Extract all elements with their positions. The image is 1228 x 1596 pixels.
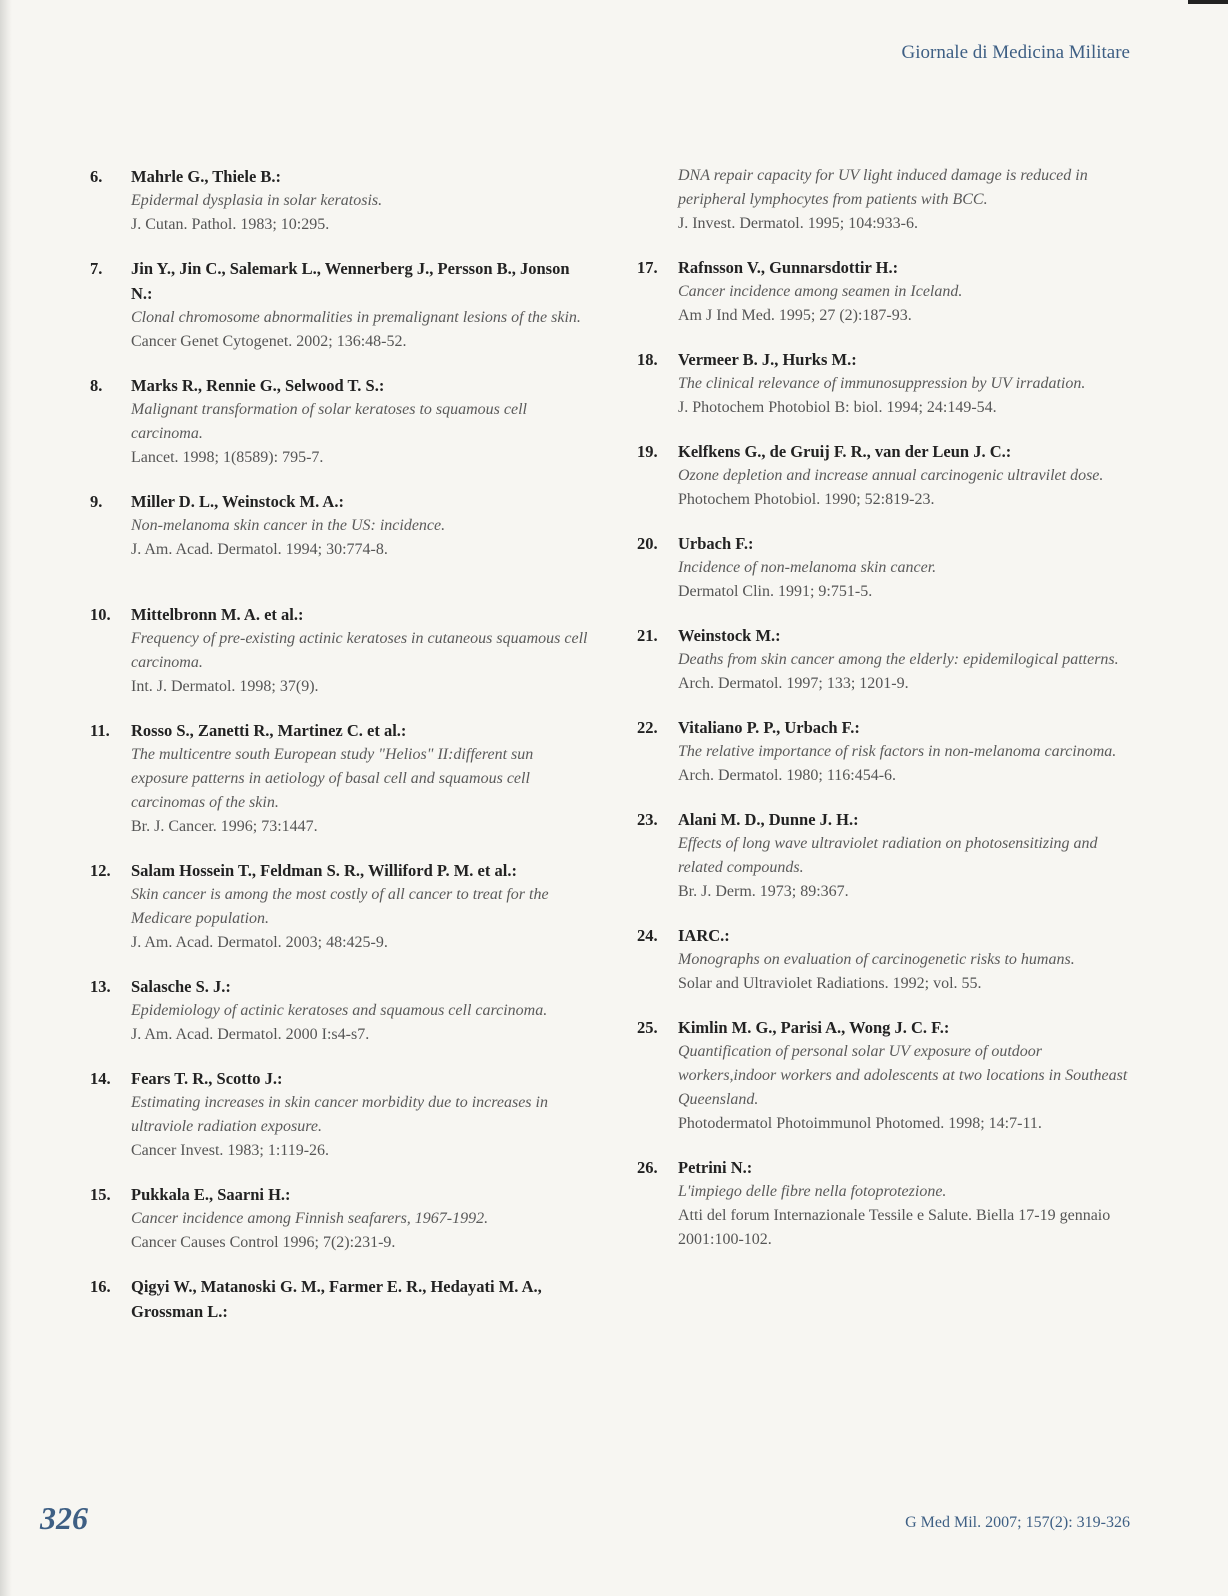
reference-25 — [637, 1015, 1137, 1136]
reference-16-continued — [637, 164, 1137, 236]
ref-number: 20. — [637, 534, 658, 553]
page-binding-edge — [0, 0, 12, 1596]
ref-number: 17. — [637, 258, 658, 277]
ref-source: J. Cutan. Pathol. 1983; 10:295. — [131, 216, 330, 233]
ref-number: 14. — [90, 1069, 111, 1088]
ref-authors: Rosso S., Zanetti R., Martinez C. et al.: — [131, 721, 407, 740]
ref-source: Br. J. Derm. 1973; 89:367. — [678, 883, 849, 900]
ref-source: Cancer Genet Cytogenet. 2002; 136:48-52. — [131, 333, 407, 350]
ref-number: 26. — [637, 1158, 658, 1177]
ref-number: 9. — [90, 492, 103, 511]
ref-number: 7. — [90, 259, 103, 278]
ref-title: Ozone depletion and increase annual carcinogenic ultravilet dose. — [678, 467, 1104, 484]
ref-authors: Mahrle G., Thiele B.: — [131, 167, 282, 186]
ref-authors: Weinstock M.: — [678, 626, 781, 645]
ref-title: The relative importance of risk factors in non-melanoma carcinoma. — [678, 743, 1117, 760]
ref-number: 11. — [90, 721, 110, 740]
ref-title: Non-melanoma skin cancer in the US: incidence. — [131, 517, 446, 534]
ref-authors: Kimlin M. G., Parisi A., Wong J. C. F.: — [678, 1018, 950, 1037]
ref-source: Cancer Causes Control 1996; 7(2):231-9. — [131, 1234, 396, 1251]
ref-source: Lancet. 1998; 1(8589): 795-7. — [131, 449, 324, 466]
ref-title: Deaths from skin cancer among the elderly: epidemilogical patterns. — [678, 651, 1119, 668]
ref-source: J. Am. Acad. Dermatol. 2000 I:s4-s7. — [131, 1026, 370, 1043]
reference-12 — [90, 858, 590, 955]
footer-citation: G Med Mil. 2007; 157(2): 319-326 — [905, 1514, 1130, 1531]
ref-authors: Alani M. D., Dunne J. H.: — [678, 810, 859, 829]
ref-source: J. Am. Acad. Dermatol. 1994; 30:774-8. — [131, 541, 388, 558]
ref-source: J. Am. Acad. Dermatol. 2003; 48:425-9. — [131, 934, 388, 951]
ref-title: Estimating increases in skin cancer morbidity due to increases in ultraviole radiation exposure. — [131, 1094, 548, 1135]
ref-source: Cancer Invest. 1983; 1:119-26. — [131, 1142, 330, 1159]
ref-title: Skin cancer is among the most costly of all cancer to treat for the Medicare population. — [131, 886, 549, 927]
ref-number: 6. — [90, 167, 103, 186]
reference-21 — [637, 623, 1137, 696]
reference-6 — [90, 164, 590, 237]
ref-authors: Miller D. L., Weinstock M. A.: — [131, 492, 344, 511]
ref-source: Br. J. Cancer. 1996; 73:1447. — [131, 818, 318, 835]
reference-19 — [637, 439, 1137, 512]
ref-source: Photodermatol Photoimmunol Photomed. 1998; 14:7-11. — [678, 1115, 1042, 1132]
references-left-column — [90, 164, 590, 1324]
ref-title: Cancer incidence among Finnish seafarers, 1967-1992. — [131, 1210, 489, 1227]
reference-7 — [90, 256, 590, 354]
ref-number: 12. — [90, 861, 111, 880]
ref-authors: Petrini N.: — [678, 1158, 753, 1177]
ref-authors: IARC.: — [678, 926, 730, 945]
ref-number: 24. — [637, 926, 658, 945]
ref-source: Dermatol Clin. 1991; 9:751-5. — [678, 583, 873, 600]
ref-title: DNA repair capacity for UV light induced damage is reduced in peripheral lymphocytes from patients with BCC. — [678, 167, 1088, 208]
ref-authors: Kelfkens G., de Gruij F. R., van der Leun J. C.: — [678, 442, 1012, 461]
ref-source: Am J Ind Med. 1995; 27 (2):187-93. — [678, 307, 912, 324]
ref-number: 8. — [90, 376, 103, 395]
ref-number: 22. — [637, 718, 658, 737]
ref-authors: Salam Hossein T., Feldman S. R., Williford P. M. et al.: — [131, 861, 517, 880]
ref-authors: Jin Y., Jin C., Salemark L., Wennerberg J., Persson B., Jonson N.: — [131, 259, 570, 303]
ref-number: 25. — [637, 1018, 658, 1037]
reference-11 — [90, 718, 590, 839]
references-right-column — [637, 164, 1137, 1252]
ref-authors: Vermeer B. J., Hurks M.: — [678, 350, 857, 369]
ref-source: Solar and Ultraviolet Radiations. 1992; vol. 55. — [678, 975, 982, 992]
ref-source: Photochem Photobiol. 1990; 52:819-23. — [678, 491, 935, 508]
ref-authors: Urbach F.: — [678, 534, 754, 553]
ref-authors: Salasche S. J.: — [131, 977, 231, 996]
reference-23 — [637, 807, 1137, 904]
ref-title: Malignant transformation of solar keratoses to squamous cell carcinoma. — [131, 401, 527, 442]
ref-authors: Marks R., Rennie G., Selwood T. S.: — [131, 376, 385, 395]
reference-20 — [637, 531, 1137, 604]
ref-authors: Fears T. R., Scotto J.: — [131, 1069, 283, 1088]
ref-title: Incidence of non-melanoma skin cancer. — [678, 559, 937, 576]
ref-title: The clinical relevance of immunosuppression by UV irradation. — [678, 375, 1086, 392]
ref-number: 23. — [637, 810, 658, 829]
ref-title: Epidermal dysplasia in solar keratosis. — [131, 192, 383, 209]
ref-source: Arch. Dermatol. 1980; 116:454-6. — [678, 767, 897, 784]
ref-source: J. Photochem Photobiol B: biol. 1994; 24:149-54. — [678, 399, 997, 416]
journal-title: Giornale di Medicina Militare — [901, 42, 1130, 63]
ref-number: 21. — [637, 626, 658, 645]
reference-22 — [637, 715, 1137, 788]
ref-authors: Rafnsson V., Gunnarsdottir H.: — [678, 258, 899, 277]
ref-source: Int. J. Dermatol. 1998; 37(9). — [131, 678, 319, 695]
ref-title: Cancer incidence among seamen in Iceland. — [678, 283, 963, 300]
ref-number: 18. — [637, 350, 658, 369]
reference-15 — [90, 1182, 590, 1255]
ref-source: Atti del forum Internazionale Tessile e Salute. Biella 17-19 gennaio 2001:100-102. — [678, 1207, 1111, 1248]
reference-8 — [90, 373, 590, 470]
reference-9 — [90, 489, 590, 562]
ref-source: J. Invest. Dermatol. 1995; 104:933-6. — [678, 215, 918, 232]
ref-title: The multicentre south European study "Helios" II:different sun exposure patterns in aetiology of basal cell and squamous cell carcinomas of the skin. — [131, 746, 534, 811]
reference-18 — [637, 347, 1137, 420]
ref-authors: Mittelbronn M. A. et al.: — [131, 605, 304, 624]
ref-number: 10. — [90, 605, 111, 624]
ref-title: Quantification of personal solar UV exposure of outdoor workers,indoor workers and adolescents at two locations in Southeast Queensland. — [678, 1043, 1128, 1108]
ref-source: Arch. Dermatol. 1997; 133; 1201-9. — [678, 675, 909, 692]
ref-title: Effects of long wave ultraviolet radiation on photosensitizing and related compounds. — [678, 835, 1098, 876]
ref-authors: Pukkala E., Saarni H.: — [131, 1185, 291, 1204]
corner-mark — [1188, 0, 1228, 4]
ref-title: Frequency of pre-existing actinic keratoses in cutaneous squamous cell carcinoma. — [131, 630, 588, 671]
reference-24 — [637, 923, 1137, 996]
ref-number: 19. — [637, 442, 658, 461]
reference-17 — [637, 255, 1137, 328]
page-number: 326 — [40, 1500, 88, 1536]
ref-number: 13. — [90, 977, 111, 996]
ref-authors: Vitaliano P. P., Urbach F.: — [678, 718, 860, 737]
ref-title: Clonal chromosome abnormalities in premalignant lesions of the skin. — [131, 309, 581, 326]
ref-title: Epidemiology of actinic keratoses and squamous cell carcinoma. — [131, 1002, 548, 1019]
reference-10 — [90, 602, 590, 699]
ref-title: Monographs on evaluation of carcinogenetic risks to humans. — [678, 951, 1075, 968]
reference-13 — [90, 974, 590, 1047]
ref-title: L'impiego delle fibre nella fotoprotezione. — [678, 1183, 947, 1200]
ref-number: 15. — [90, 1185, 111, 1204]
reference-26 — [637, 1155, 1137, 1252]
reference-14 — [90, 1066, 590, 1163]
ref-number: 16. — [90, 1277, 111, 1296]
reference-16 — [90, 1274, 590, 1324]
ref-authors: Qigyi W., Matanoski G. M., Farmer E. R., Hedayati M. A., Grossman L.: — [131, 1277, 542, 1321]
